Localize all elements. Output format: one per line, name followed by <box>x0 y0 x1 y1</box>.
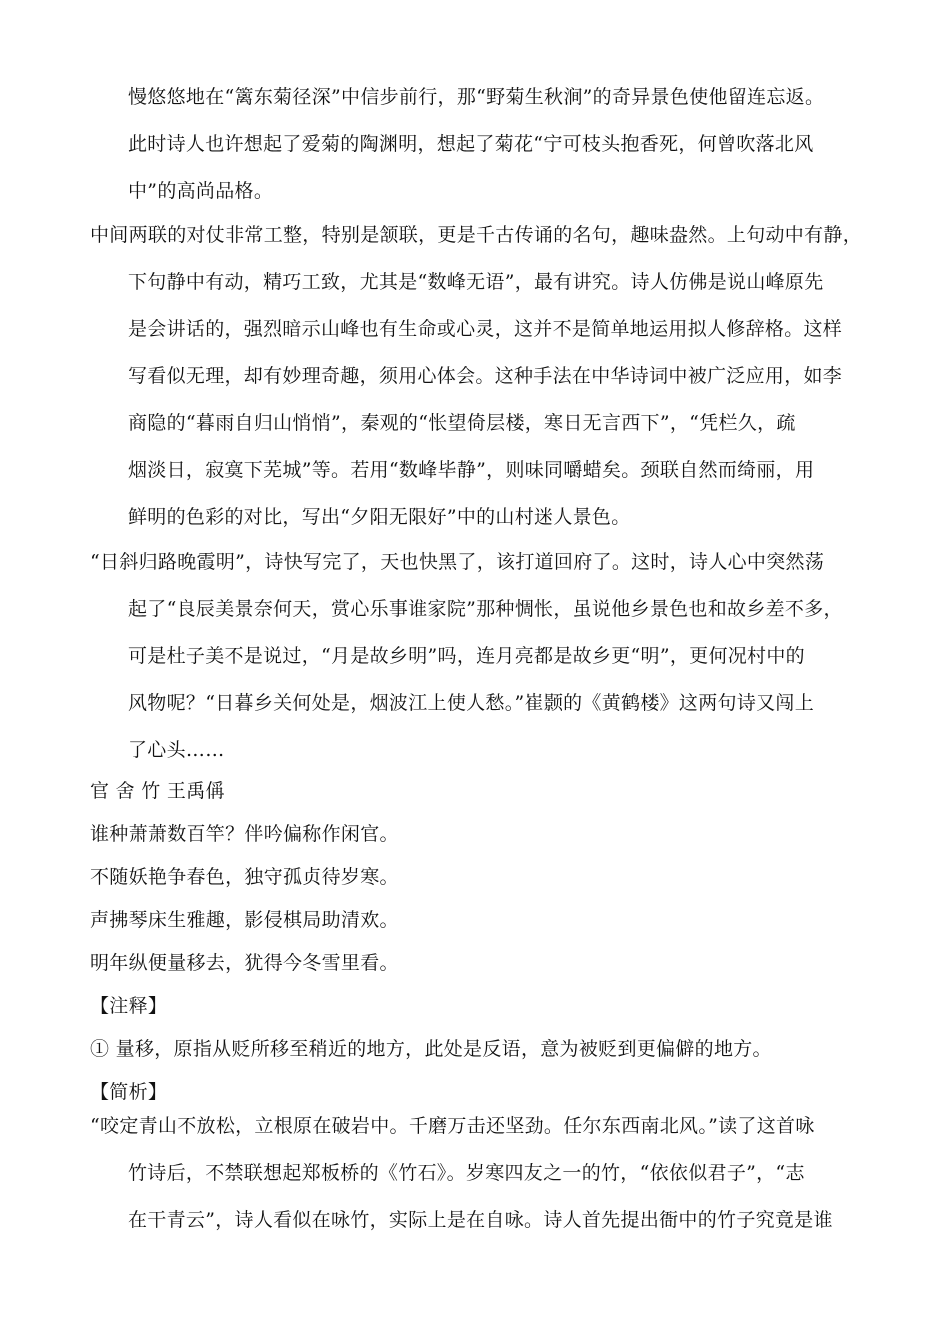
paragraph-line: 可是杜子美不是说过，“月是故乡明”吗，连月亮都是故乡更“明”，更何况村中的 <box>128 645 805 667</box>
paragraph-line: 下句静中有动，精巧工致，尤其是“数峰无语”，最有讲究。诗人仿佛是说山峰原先 <box>128 271 824 293</box>
note-item: ① 量移，原指从贬所移至稍近的地方，此处是反语，意为被贬到更偏僻的地方。 <box>90 1038 772 1060</box>
paragraph-line: 了心头…… <box>128 739 225 761</box>
paragraph-line: 竹诗后，不禁联想起郑板桥的《竹石》。岁寒四友之一的竹，“依依似君子”，“志 <box>128 1162 805 1184</box>
paragraph-line: 起了“良辰美景奈何天，赏心乐事谁家院”那种惆怅，虽说他乡景色也和故乡差不多， <box>128 598 843 620</box>
paragraph-line: “咬定青山不放松，立根原在破岩中。千磨万击还坚劲。任尔东西南北风。”读了这首咏 <box>90 1115 815 1137</box>
notes-heading: 【注释】 <box>90 995 168 1017</box>
paragraph-line: 是会讲话的，强烈暗示山峰也有生命或心灵，这并不是简单地运用拟人修辞格。这样 <box>128 318 843 340</box>
paragraph-line: 中间两联的对仗非常工整，特别是颔联，更是千古传诵的名句，趣味盎然。上句动中有静， <box>90 224 863 246</box>
paragraph-line: 在干青云”，诗人看似在咏竹，实际上是在自咏。诗人首先提出衙中的竹子究竟是谁 <box>128 1209 833 1231</box>
poem-line: 声拂琴床生雅趣，影侵棋局助清欢。 <box>90 909 399 931</box>
paragraph-3 <box>90 539 843 774</box>
paragraph-1 <box>90 74 824 215</box>
analysis-paragraph <box>90 1103 833 1244</box>
paragraph-line: 风物呢？“日暮乡关何处是，烟波江上使人愁。”崔颢的《黄鹤楼》这两句诗又闯上 <box>128 692 815 714</box>
paragraph-line: 商隐的“暮雨自归山悄悄”，秦观的“怅望倚层楼，寒日无言西下”，“凭栏久，疏 <box>128 412 796 434</box>
paragraph-line: 鲜明的色彩的对比，写出“夕阳无限好”中的山村迷人景色。 <box>128 506 631 528</box>
paragraph-line: 慢悠悠地在“篱东菊径深”中信步前行，那“野菊生秋涧”的奇异景色使他留连忘返。 <box>128 86 825 108</box>
paragraph-line: 中”的高尚品格。 <box>128 180 274 202</box>
paragraph-line: 写看似无理，却有妙理奇趣，须用心体会。这种手法在中华诗词中被广泛应用，如李 <box>128 365 843 387</box>
paragraph-line: 烟淡日，寂寞下芜城”等。若用“数峰毕静”，则味同嚼蜡矣。颈联自然而绮丽，用 <box>128 459 815 481</box>
paragraph-line: “日斜归路晚霞明”，诗快写完了，天也快黑了，该打道回府了。这时，诗人心中突然荡 <box>90 551 825 573</box>
poem-line: 明年纵便量移去，犹得今冬雪里看。 <box>90 952 399 974</box>
analysis-heading: 【简析】 <box>90 1081 168 1103</box>
poem-title: 官 舍 竹 王禹偁 <box>90 780 225 802</box>
poem-line: 谁种萧萧数百竿？伴吟偏称作闲官。 <box>90 823 399 845</box>
paragraph-2 <box>90 212 862 541</box>
poem-line: 不随妖艳争春色，独守孤贞待岁寒。 <box>90 866 399 888</box>
paragraph-line: 此时诗人也许想起了爱菊的陶渊明，想起了菊花“宁可枝头抱香死，何曾吹落北风 <box>128 133 814 155</box>
